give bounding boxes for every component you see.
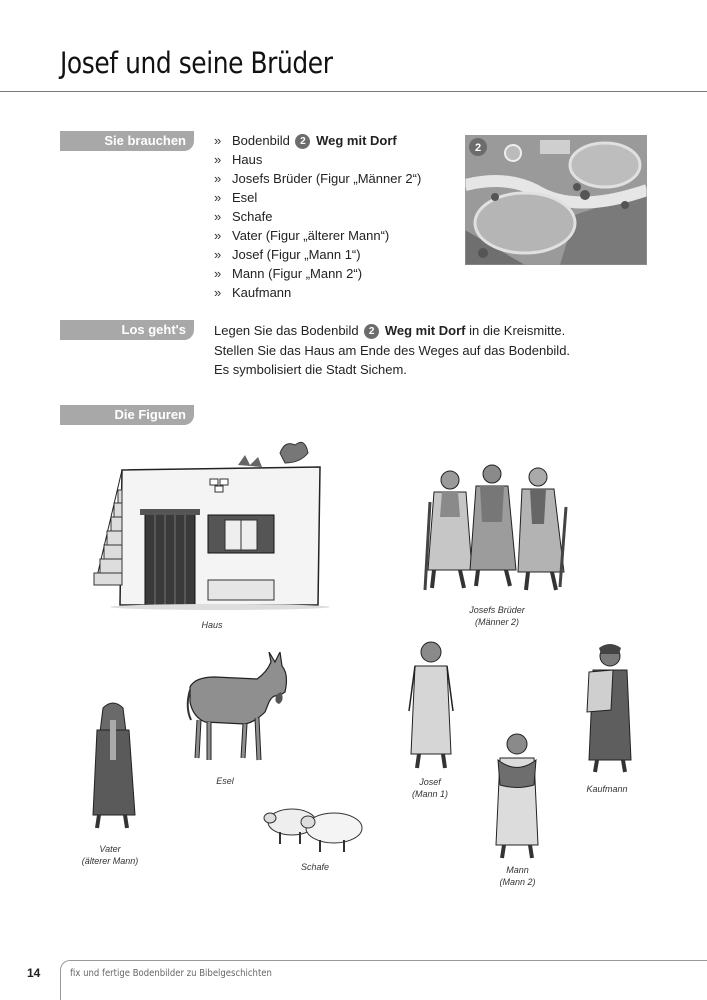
bodenbild-thumbnail [465,135,647,265]
sheep-illustration [262,800,367,855]
instruction-line: Stellen Sie das Haus am Ende des Weges auf das Bodenbild. [214,342,571,358]
list-item: » Esel [214,190,258,205]
caption-mann: Mann (Mann 2) [499,865,536,887]
list-item: » Mann (Figur „Mann 2“) [214,266,363,281]
caption-josef: Josef (Mann 1) [411,777,448,799]
section-tab-materials: Sie brauchen [60,131,194,151]
caption-brueder: Josefs Brüder (Männer 2) [469,605,525,627]
list-item: » Josefs Brüder (Figur „Männer 2“) [214,171,422,186]
instruction-line: Es symbolisiert die Stadt Sichem. [214,362,407,377]
number-badge: 2 [295,134,310,149]
footer-title: fix und fertige Bodenbilder zu Bibelgeschichten [70,968,272,979]
materials-list [214,131,421,302]
caption-schafe: Schafe [300,862,330,872]
caption-haus: Haus [201,620,223,630]
list-item: » Vater (Figur „älterer Mann“) [214,228,390,243]
mann-illustration [490,730,545,860]
caption-kaufmann: Kaufmann [586,784,628,794]
page-title: Josef und seine Brüder [60,46,333,80]
thumbnail-number: 2 [474,142,482,154]
title-divider [0,91,707,92]
merchant-illustration [583,640,638,775]
list-item: » Haus [214,152,263,167]
list-item: » Josef (Figur „Mann 1“) [214,247,361,262]
brothers-illustration [420,462,575,597]
donkey-illustration [185,652,295,770]
josef-illustration [405,636,457,771]
list-item: » Bodenbild 2 Weg mit Dorf [214,133,397,148]
caption-esel: Esel [216,776,234,786]
page-number: 14 [27,966,41,980]
house-illustration [90,435,330,610]
instruction-line: Legen Sie das Bodenbild 2 Weg mit Dorf in die Kreismitte. [214,323,566,338]
father-illustration [85,700,140,832]
caption-vater: Vater (älterer Mann) [81,844,139,866]
footer-frame [60,960,707,1000]
number-badge: 2 [364,324,379,339]
setup-instructions [214,321,570,380]
list-item: » Schafe [214,209,273,224]
section-tab-setup: Los geht's [60,320,194,340]
list-item: » Kaufmann [214,285,292,300]
section-tab-figures: Die Figuren [60,405,194,425]
